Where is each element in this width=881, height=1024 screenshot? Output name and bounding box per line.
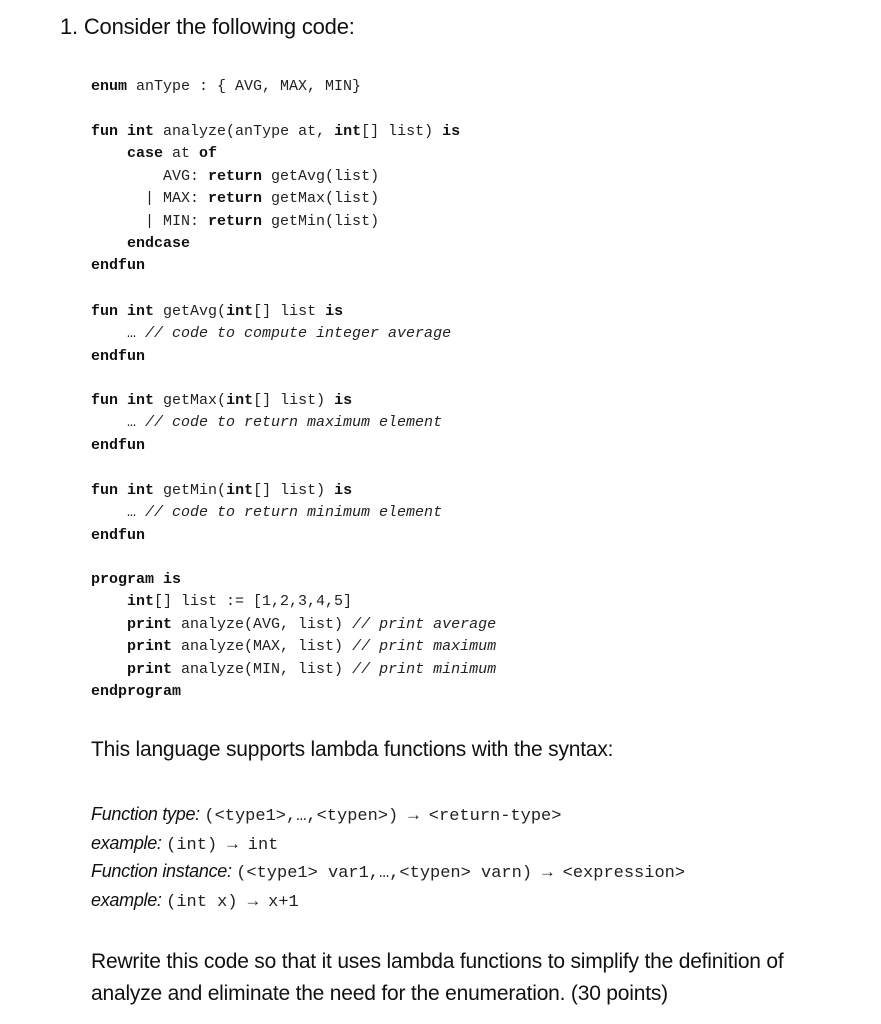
question-heading: 1. Consider the following code:: [60, 14, 355, 39]
function-type-label: Function type:: [91, 804, 200, 824]
code-getmax-function: [91, 390, 442, 457]
code-line: AVG: return getAvg(list): [91, 167, 380, 185]
code-line: case at of: [127, 145, 218, 163]
code-line: fun int getMax(int[] list) is: [91, 392, 353, 409]
example-label: example:: [91, 889, 162, 910]
code-line: print analyze(MIN, list) // print minimum: [127, 660, 497, 678]
example-value: (int x) → x+1: [166, 892, 299, 912]
function-type-value: (<type1>,…,<typen>) → <return-type>: [204, 807, 562, 826]
code-line: fun int getMin(int[] list) is: [91, 482, 353, 499]
code-line: enum anType : { AVG, MAX, MIN}: [91, 78, 362, 95]
code-line: endfun: [91, 347, 146, 365]
code-line: fun int analyze(anType at, int[] list) is: [91, 123, 461, 140]
code-line: program is: [91, 571, 182, 588]
example-value: (int) → int: [166, 835, 279, 855]
code-line: … // code to return minimum element: [91, 504, 443, 522]
syntax-function-type: [91, 800, 685, 829]
code-line: int[] list := [1,2,3,4,5]: [127, 593, 353, 611]
syntax-example-instance: [91, 886, 685, 915]
function-instance-label: Function instance:: [91, 861, 232, 881]
example-label: example:: [91, 832, 162, 853]
code-line: print analyze(MAX, list) // print maximum: [127, 638, 497, 656]
code-line: endfun: [91, 436, 146, 454]
code-program-block: [91, 569, 496, 703]
code-line: endfun: [91, 257, 146, 275]
code-line: endprogram: [91, 682, 182, 700]
code-line: | MIN: return getMin(list): [91, 212, 380, 230]
syntax-function-instance: [91, 857, 685, 886]
code-analyze-function: [91, 121, 460, 278]
code-getmin-function: [91, 480, 442, 547]
code-line: print analyze(AVG, list) // print average: [127, 615, 497, 633]
task-instructions: Rewrite this code so that it uses lambda functions to simplify the definition of analyze and eliminate the need for the enumeration. (30 points): [91, 950, 784, 1005]
function-instance-value: (<type1> var1,…,<typen> varn) → <expression>: [236, 864, 686, 883]
code-getavg-function: [91, 301, 451, 368]
code-line: … // code to compute integer average: [91, 325, 452, 343]
code-line: endcase: [127, 234, 191, 252]
code-enum-block: [91, 76, 361, 98]
code-line: fun int getAvg(int[] list is: [91, 303, 344, 320]
code-line: | MAX: return getMax(list): [91, 190, 380, 208]
syntax-example-type: [91, 829, 685, 858]
lambda-intro: This language supports lambda functions with the syntax:: [91, 738, 614, 761]
lambda-syntax: [91, 800, 685, 914]
code-line: endfun: [91, 526, 146, 544]
code-line: … // code to return maximum element: [91, 414, 443, 432]
